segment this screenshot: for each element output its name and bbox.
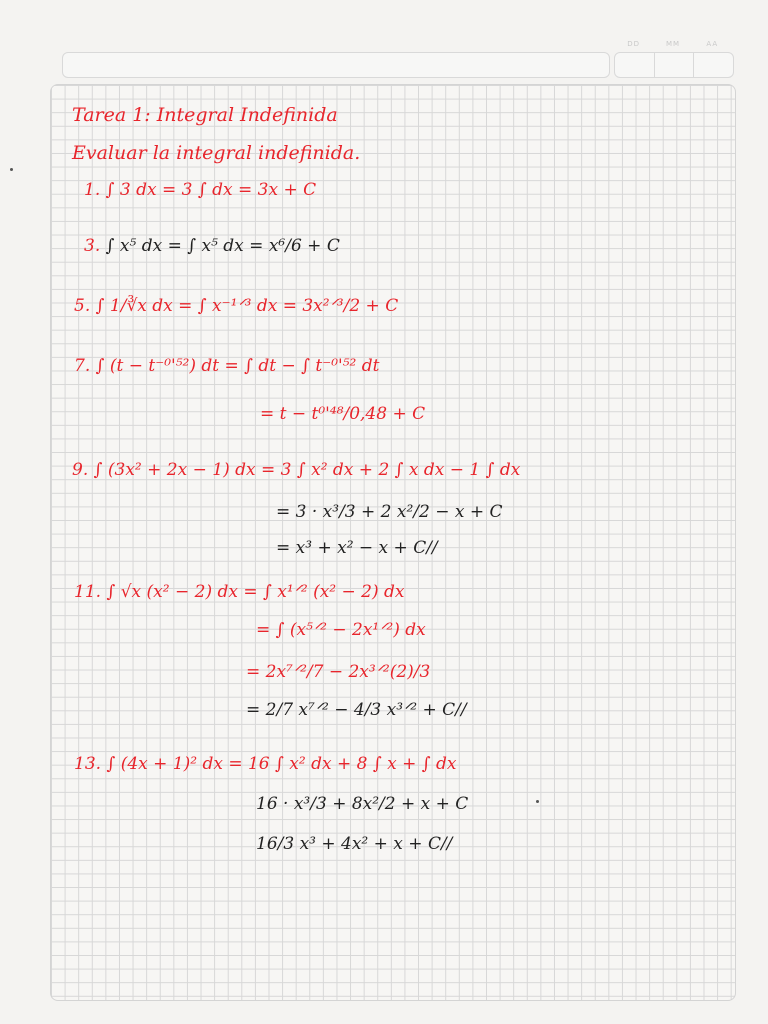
date-labels	[614, 40, 732, 52]
problem-11	[74, 582, 404, 602]
date-label-year: AA	[706, 40, 719, 48]
header-field	[62, 52, 610, 78]
problem-5	[74, 296, 398, 316]
date-cell-year	[694, 53, 733, 77]
date-label-month: MM	[665, 40, 681, 48]
problem-number: 13.	[74, 754, 102, 774]
equation-line: = 2x⁷ᐟ²/7 − 2x³ᐟ²(2)/3	[246, 662, 431, 682]
problem-number: 7.	[74, 356, 91, 376]
equation-line: ∫ (t − t⁻⁰'⁵²) dt = ∫ dt − ∫ t⁻⁰'⁵² dt	[95, 356, 380, 376]
equation-line: ∫ x⁵ dx = ∫ x⁵ dx = x⁶/6 + C	[105, 236, 340, 256]
date-label-day: DD	[627, 40, 641, 48]
problem-number: 3.	[84, 236, 101, 256]
ink-dot	[536, 800, 539, 803]
equation-line: ∫ (4x + 1)² dx = 16 ∫ x² dx + 8 ∫ x + ∫ dx	[106, 754, 457, 774]
equation-line: ∫ (3x² + 2x − 1) dx = 3 ∫ x² dx + 2 ∫ x dx − 1 ∫ dx	[93, 460, 521, 480]
equation-line: = ∫ (x⁵ᐟ² − 2x¹ᐟ²) dx	[256, 620, 426, 640]
equation-line: = 3 · x³/3 + 2 x²/2 − x + C	[276, 502, 503, 522]
equation-line: 16/3 x³ + 4x² + x + C//	[256, 834, 453, 854]
problem-7	[74, 356, 379, 376]
ink-dot	[10, 168, 13, 171]
date-field	[614, 52, 734, 78]
problem-number: 1.	[84, 180, 101, 200]
problem-1	[84, 180, 316, 200]
equation-line: ∫ 1/∛x dx = ∫ x⁻¹ᐟ³ dx = 3x²ᐟ³/2 + C	[95, 296, 399, 316]
page-title: Tarea 1: Integral Indefinida	[72, 104, 338, 126]
equation-line: ∫ 3 dx = 3 ∫ dx = 3x + C	[105, 180, 317, 200]
problem-number: 5.	[74, 296, 91, 316]
equation-line: = x³ + x² − x + C//	[276, 538, 438, 558]
problem-3	[84, 236, 340, 256]
date-cell-day	[615, 53, 655, 77]
equation-line: 16 · x³/3 + 8x²/2 + x + C	[256, 794, 469, 814]
problem-number: 9.	[72, 460, 89, 480]
equation-line: ∫ √x (x² − 2) dx = ∫ x¹ᐟ² (x² − 2) dx	[106, 582, 405, 602]
equation-line: = 2/7 x⁷ᐟ² − 4/3 x³ᐟ² + C//	[246, 700, 467, 720]
page-subtitle: Evaluar la integral indefinida.	[72, 142, 361, 164]
date-cell-month	[655, 53, 695, 77]
problem-9	[72, 460, 520, 480]
problem-number: 11.	[74, 582, 102, 602]
problem-13	[74, 754, 456, 774]
equation-line: = t − t⁰'⁴⁸/0,48 + C	[260, 404, 426, 424]
